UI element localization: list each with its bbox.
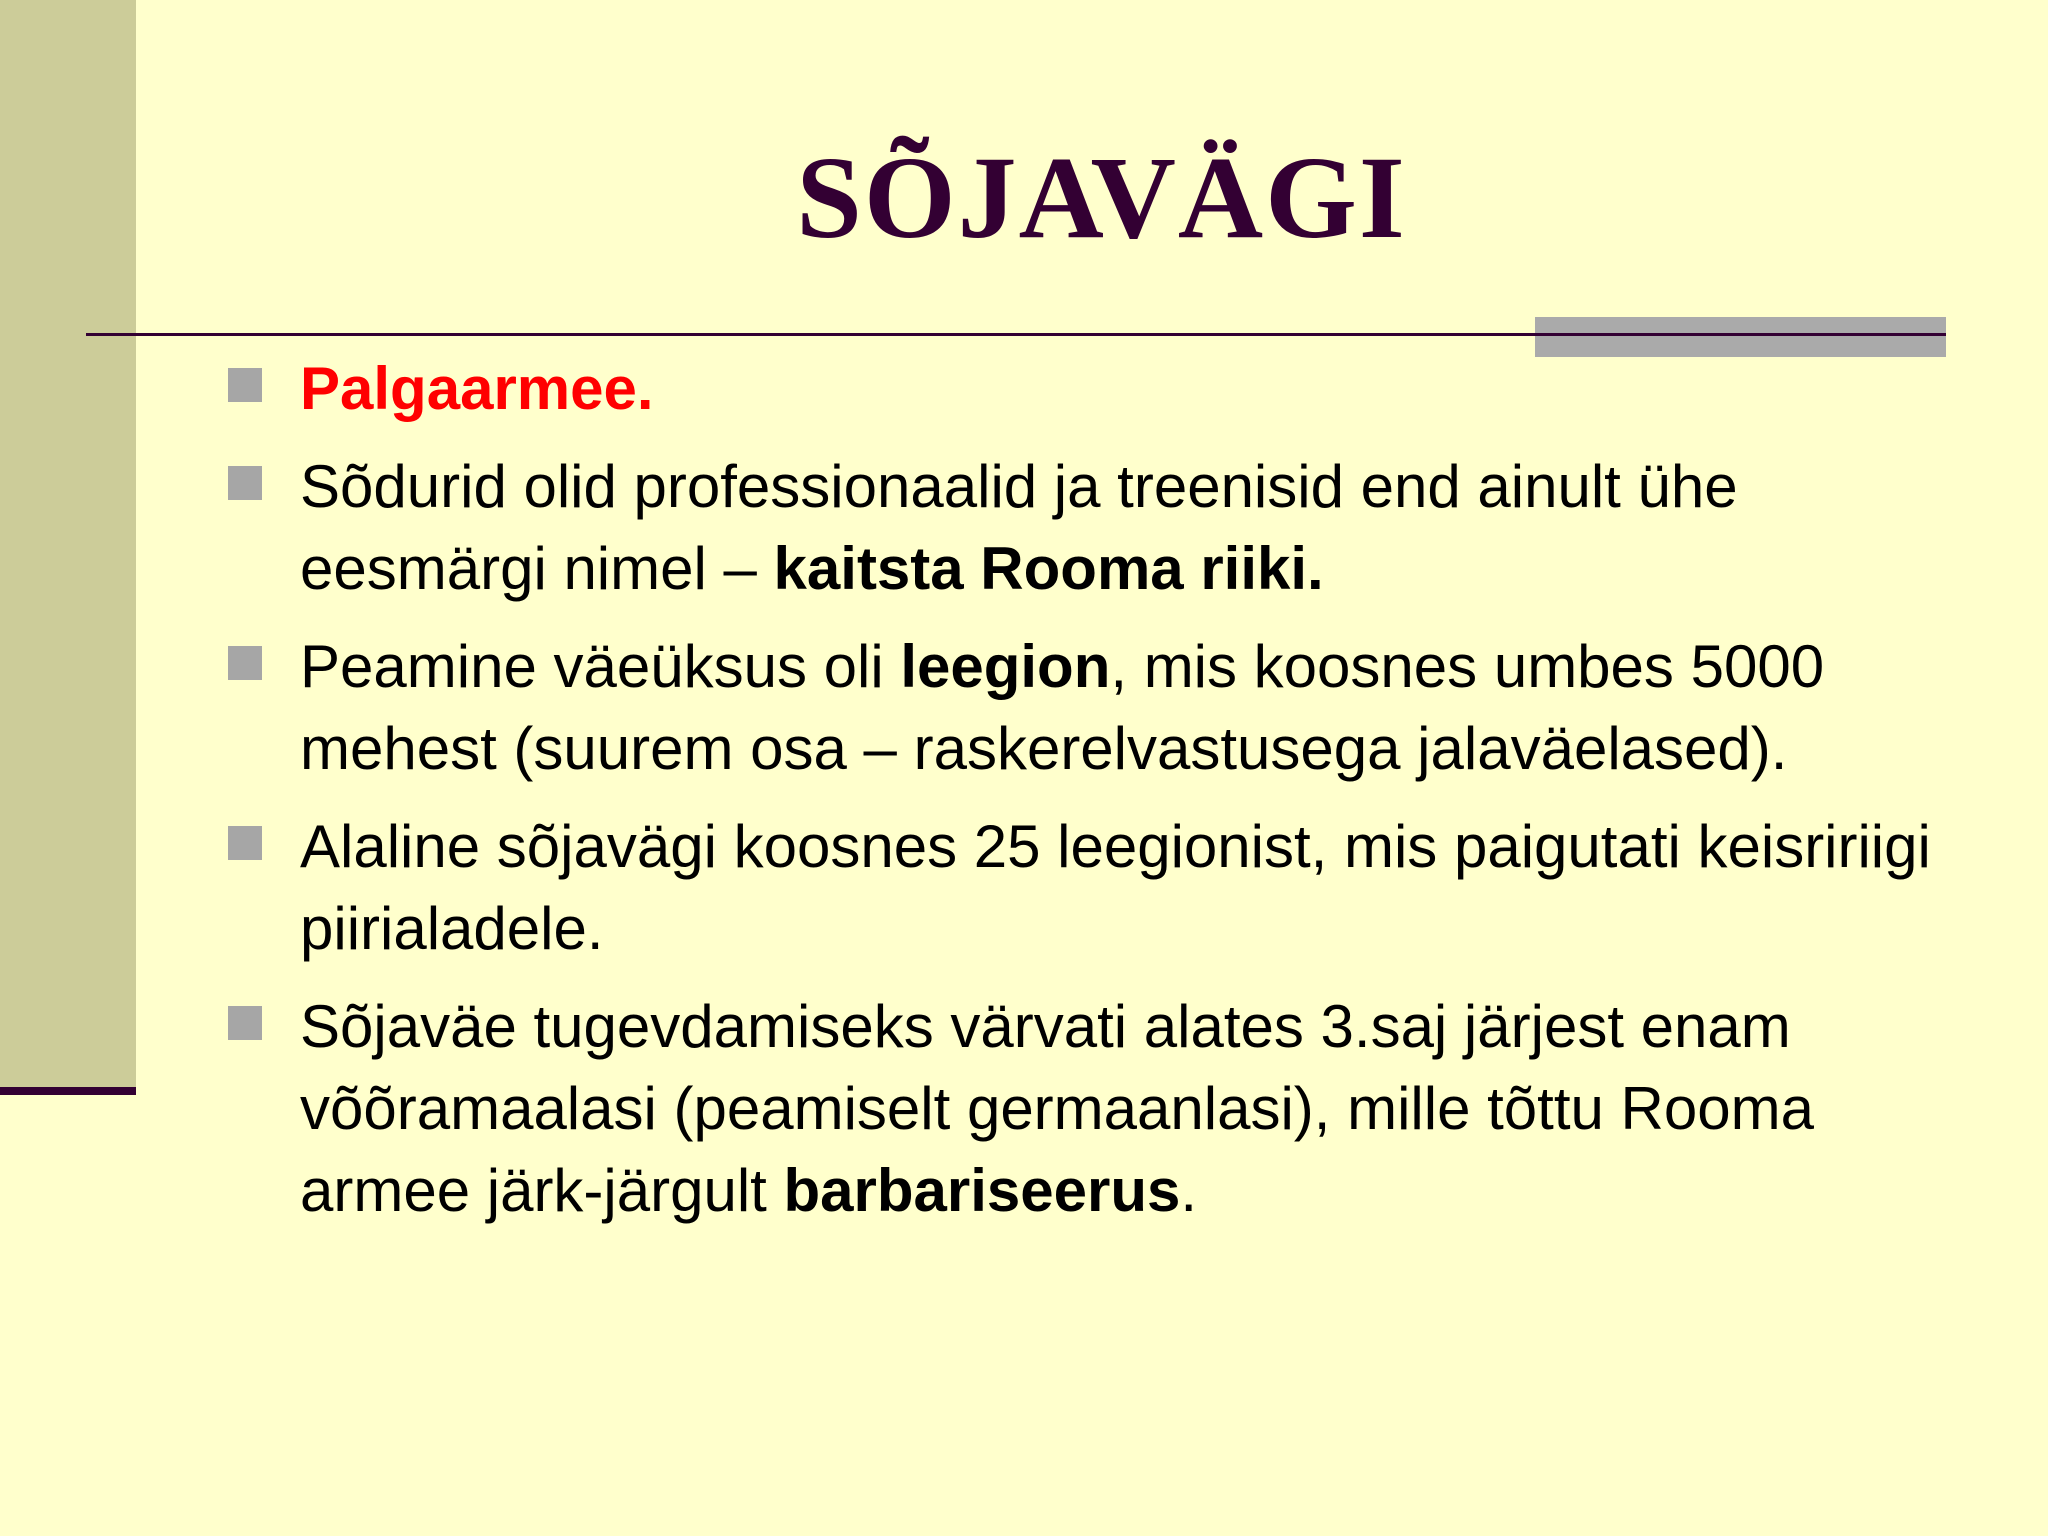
bullet-item <box>228 626 1948 790</box>
bullet-item <box>228 806 1948 970</box>
bullet-text: . <box>1180 1157 1198 1224</box>
square-bullet-icon <box>228 826 262 860</box>
bullet-text: Sõjaväe tugevdamiseks värvati alates 3.saj järjest enam võõramaalasi (peamiselt germaanlasi), mille tõttu Rooma armee järk-järgult <box>300 993 1814 1224</box>
bullet-item <box>228 446 1948 610</box>
bullet-bold-text: leegion <box>900 633 1111 700</box>
bullet-item <box>228 986 1948 1232</box>
square-bullet-icon <box>228 646 262 680</box>
side-bar-underline <box>0 1087 136 1095</box>
slide-title: SÕJAVÄGI <box>796 132 1407 263</box>
bullet-bold-text: barbariseerus <box>783 1157 1181 1224</box>
bullet-list <box>228 348 1948 1248</box>
bullet-text: Palgaarmee. <box>300 355 654 422</box>
bullet-item <box>228 348 1948 430</box>
bullet-text: Sõdurid olid professionaalid ja treenisid end ainult ühe eesmärgi nimel – <box>300 453 1738 602</box>
bullet-text: Peamine väeüksus oli <box>300 633 901 700</box>
bullet-bold-text: kaitsta Rooma riiki. <box>773 535 1324 602</box>
divider-accent-line <box>1535 333 1946 336</box>
bullet-text: Alaline sõjavägi koosnes 25 leegionist, mis paigutati keisririigi piirialadele. <box>300 813 1931 962</box>
square-bullet-icon <box>228 466 262 500</box>
square-bullet-icon <box>228 368 262 402</box>
bullet-text: , mis koosnes umbes 5000 mehest (suurem osa – raskerelvastusega jalaväelased). <box>300 633 1825 782</box>
square-bullet-icon <box>228 1006 262 1040</box>
